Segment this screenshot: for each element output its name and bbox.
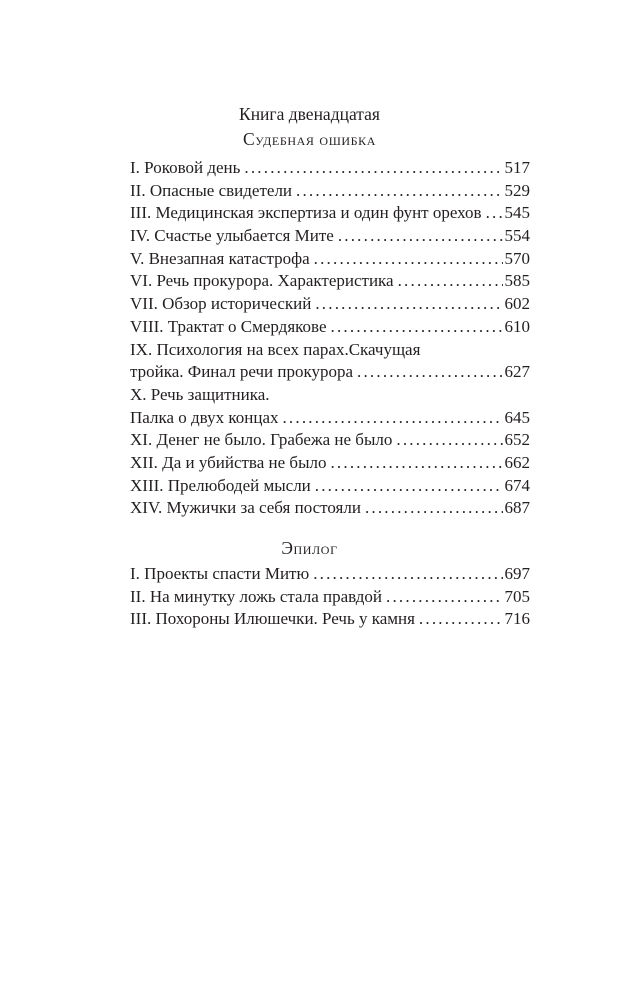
- page-number: 585: [504, 271, 530, 291]
- book-label: Книга двенадцатая: [239, 104, 380, 124]
- dot-leader: [486, 202, 503, 225]
- toc-entry: [130, 339, 530, 384]
- dot-leader: [315, 293, 502, 316]
- toc-entry: [130, 180, 530, 203]
- toc-entry: [130, 475, 530, 498]
- epilogue-title: Эпилог: [281, 538, 338, 558]
- toc-entry: [130, 586, 530, 609]
- dot-leader: [331, 316, 503, 339]
- chapter-title: XII. Да и убийства не было: [130, 452, 327, 472]
- dot-leader: [338, 225, 503, 248]
- dot-leader: [314, 248, 503, 271]
- dot-leader: [419, 608, 503, 631]
- dot-leader: [365, 497, 503, 520]
- toc-entry: [130, 248, 530, 271]
- part-title: Судебная ошибка: [242, 129, 377, 149]
- chapter-title: XIV. Мужички за себя постояли: [130, 498, 361, 518]
- page-number: 652: [504, 430, 530, 450]
- dot-leader: [315, 475, 503, 498]
- dot-leader: [396, 429, 502, 452]
- epilogue-list: [130, 563, 530, 631]
- toc-entry: [130, 293, 530, 316]
- page-number: 662: [504, 452, 530, 472]
- page-number: 716: [504, 609, 530, 629]
- chapter-title: XIII. Прелюбодей мысли: [130, 475, 311, 495]
- chapter-title: II. На минутку ложь стала правдой: [130, 586, 383, 606]
- dot-leader: [386, 586, 502, 609]
- chapter-title: III. Медицинская экспертиза и один фунт орехов: [130, 203, 482, 223]
- toc-entry: [130, 429, 530, 452]
- toc-entry: [130, 316, 530, 339]
- toc-entry: [130, 270, 530, 293]
- chapter-title-line-2: тройка. Финал речи прокурора: [130, 362, 354, 382]
- toc-entry: [130, 157, 530, 180]
- dot-leader: [357, 361, 502, 384]
- toc-entry: [130, 497, 530, 520]
- dot-leader: [313, 563, 502, 586]
- page-number: 645: [504, 407, 530, 427]
- toc-entry: [130, 202, 530, 225]
- page-number: 697: [504, 564, 530, 583]
- chapter-title: III. Похороны Илюшечки. Речь у камня: [130, 609, 415, 629]
- chapter-title: VIII. Трактат о Смердякове: [130, 316, 327, 336]
- chapter-title: IV. Счастье улыбается Мите: [130, 226, 334, 246]
- chapter-title: VII. Обзор исторический: [130, 294, 312, 314]
- page-number: 570: [504, 248, 530, 268]
- page-number: 610: [504, 316, 530, 336]
- page-number: 529: [504, 180, 530, 200]
- page-number: 705: [504, 586, 530, 606]
- toc-entry: [130, 452, 530, 475]
- toc-entry: [130, 384, 530, 429]
- chapter-title-line-1: X. Речь защитника.: [130, 384, 270, 404]
- page-number: 517: [504, 158, 530, 177]
- page-number: 687: [504, 498, 530, 518]
- chapter-title: II. Опасные свидетели: [130, 180, 293, 200]
- chapter-title: V. Внезапная катастрофа: [130, 248, 310, 268]
- dot-leader: [398, 270, 503, 293]
- dot-leader: [296, 180, 502, 203]
- chapter-title: I. Роковой день: [130, 158, 241, 177]
- page-number: 674: [504, 475, 530, 495]
- chapter-title: VI. Речь прокурора. Характеристика: [130, 271, 394, 291]
- toc-entry: [130, 563, 530, 586]
- dot-leader: [244, 157, 502, 180]
- chapter-title-line-1: IX. Психология на всех парах.Скачущая: [130, 339, 421, 359]
- chapter-list: [130, 157, 530, 520]
- page-number: 554: [504, 226, 530, 246]
- dot-leader: [330, 452, 502, 475]
- toc-entry: [130, 225, 530, 248]
- dot-leader: [282, 407, 502, 430]
- chapter-title: I. Проекты спасти Митю: [130, 564, 310, 583]
- toc-entry: [130, 608, 530, 631]
- page-number: 545: [504, 203, 530, 223]
- page-number: 627: [504, 362, 530, 382]
- chapter-title-line-2: Палка о двух концах: [130, 407, 279, 427]
- page-number: 602: [504, 294, 530, 314]
- chapter-title: XI. Денег не было. Грабежа не было: [130, 430, 393, 450]
